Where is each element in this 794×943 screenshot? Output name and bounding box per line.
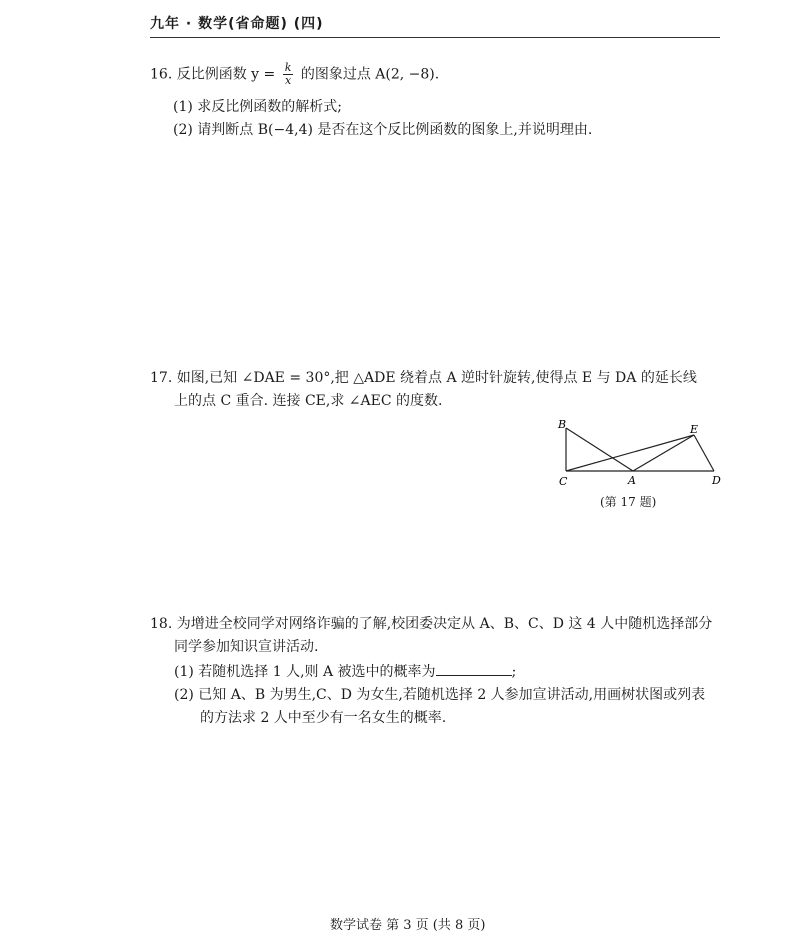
q16-text-before: 16. 反比例函数 y =: [150, 66, 280, 83]
question-18-part-2-line-2: 的方法求 2 人中至少有一名女生的概率.: [200, 710, 447, 726]
label-a: A: [628, 474, 636, 487]
header-rule: [150, 37, 720, 38]
segment-ae: [633, 435, 694, 471]
page-footer: 数学试卷 第 3 页 (共 8 页): [330, 918, 486, 933]
question-18-line-2: 同学参加知识宣讲活动.: [174, 639, 319, 655]
question-17-line-1: 17. 如图,已知 ∠DAE = 30°,把 △ADE 绕着点 A 逆时针旋转,使得点 E 与 DA 的延长线: [150, 370, 697, 386]
figure-17-caption: (第 17 题): [600, 495, 657, 509]
q18-part-1-end: ;: [511, 664, 517, 680]
fraction-numerator: k: [284, 61, 292, 74]
question-17-figure: [552, 416, 727, 491]
label-d: D: [712, 474, 721, 487]
question-17-line-2: 上的点 C 重合. 连接 CE,求 ∠AEC 的度数.: [174, 393, 443, 409]
answer-blank[interactable]: [436, 663, 512, 676]
question-16-stem: [150, 62, 439, 87]
question-18-part-2-line-1: (2) 已知 A、B 为男生,C、D 为女生,若随机选择 2 人参加宣讲活动,用画树状图或列表: [174, 687, 706, 703]
question-16-part-1: (1) 求反比例函数的解析式;: [173, 99, 342, 115]
fraction-denominator: x: [284, 74, 292, 87]
q18-part-1-text: (1) 若随机选择 1 人,则 A 被选中的概率为: [174, 664, 436, 680]
page-header: 九年 · 数学(省命题) (四): [150, 16, 324, 32]
question-18-line-1: 18. 为增进全校同学对网络诈骗的了解,校团委决定从 A、B、C、D 这 4 人中随机选择部分: [150, 616, 713, 632]
fraction-k-over-x: [283, 62, 294, 87]
segment-ed: [694, 435, 714, 471]
question-16-part-2: (2) 请判断点 B(−4,4) 是否在这个反比例函数的图象上,并说明理由.: [173, 122, 593, 138]
question-18-part-1: [174, 661, 516, 681]
label-c: C: [559, 475, 568, 488]
segment-ba: [566, 428, 633, 471]
label-e: E: [690, 423, 699, 436]
q16-text-after: 的图象过点 A(2, −8).: [296, 66, 440, 83]
label-b: B: [558, 418, 567, 431]
